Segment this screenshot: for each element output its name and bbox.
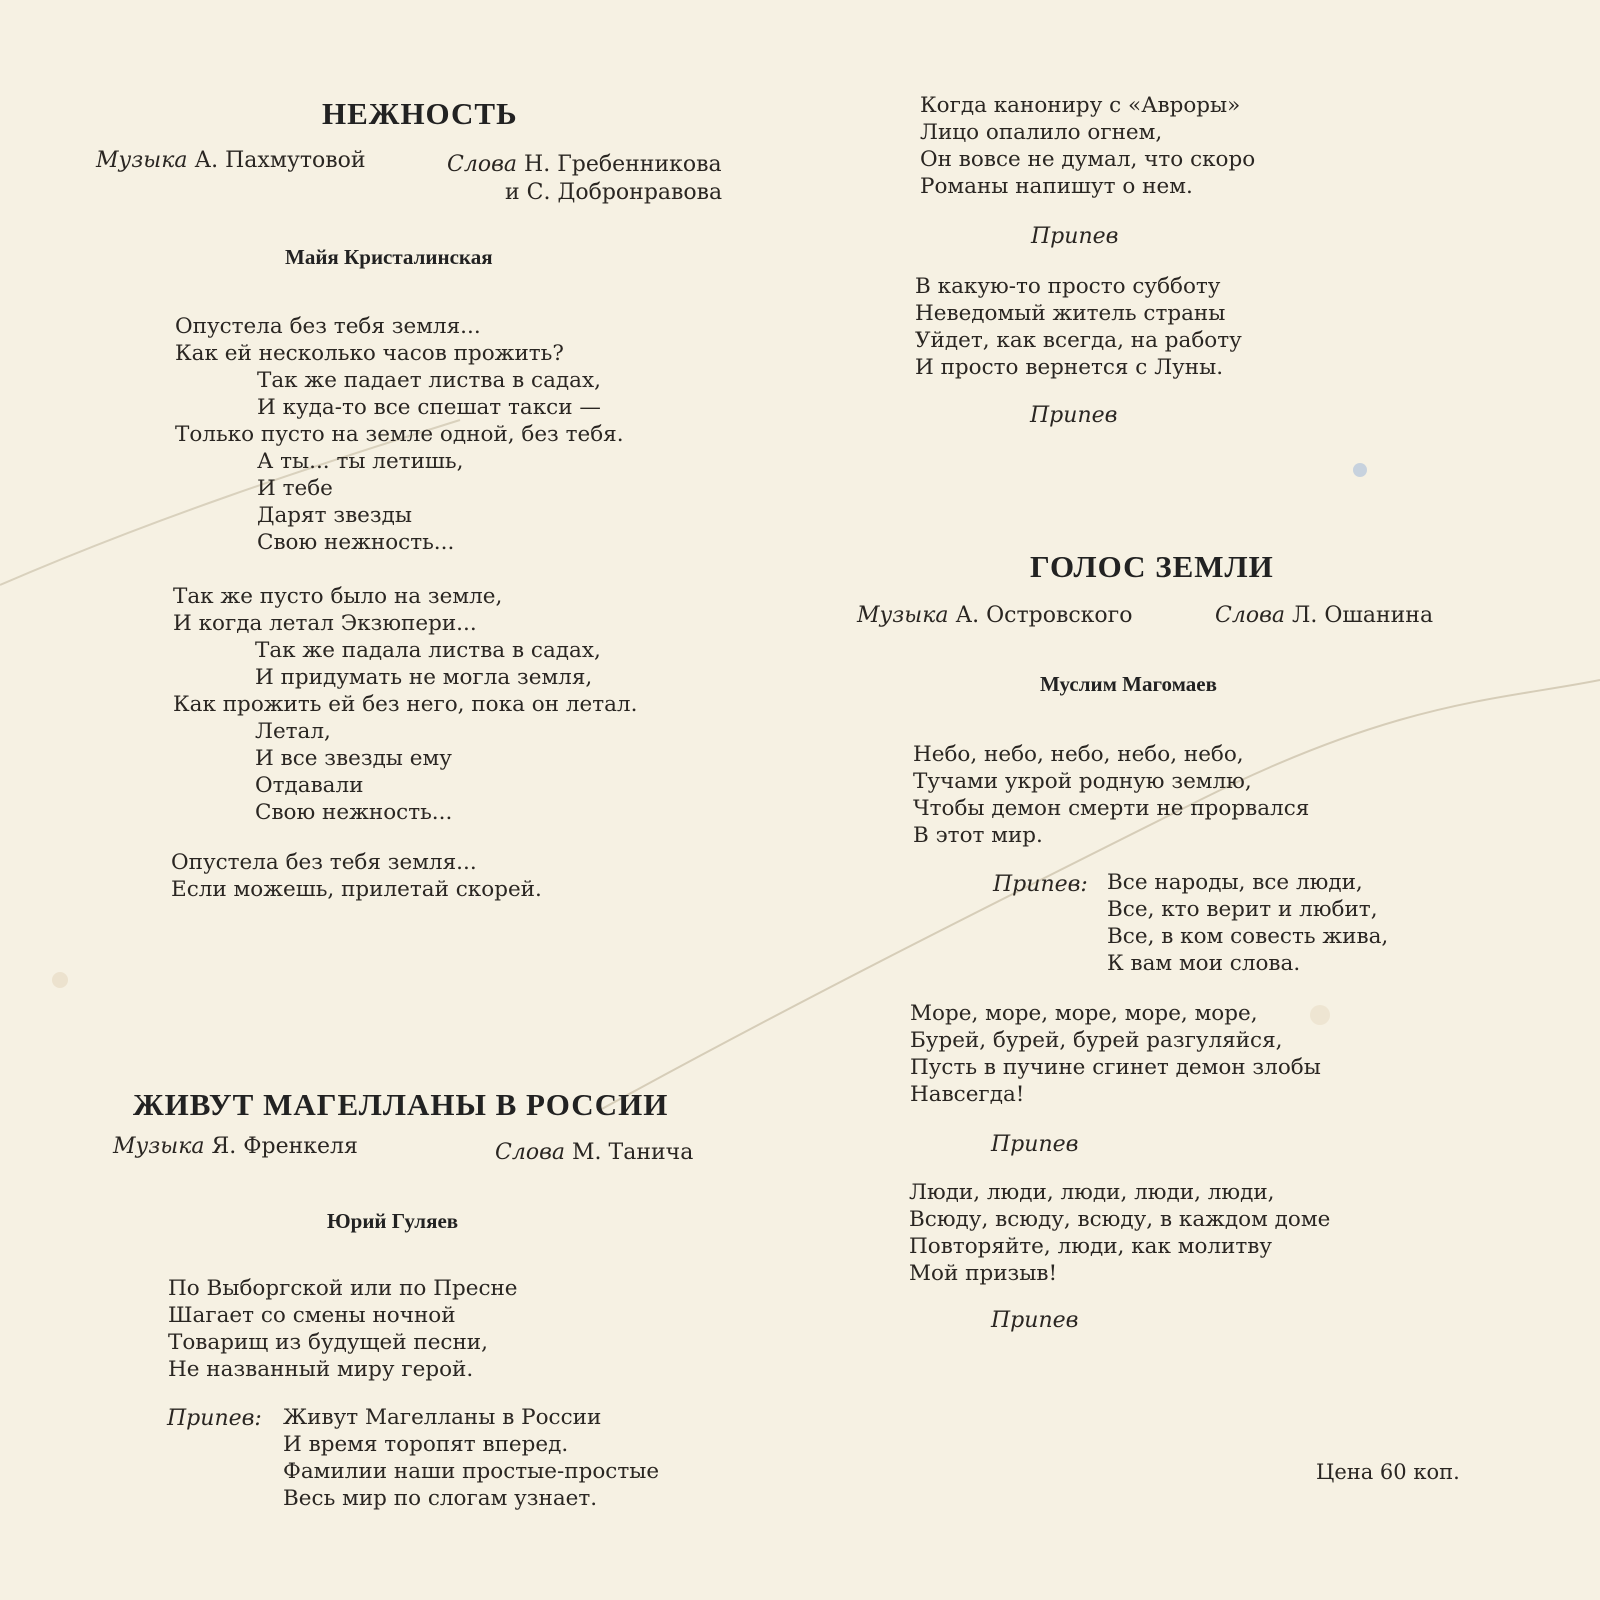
words-author: Н. Гребенникова [524, 152, 722, 177]
lyric-line: Чтобы демон смерти не прорвался [913, 796, 1310, 821]
song1-singer: Майя Кристалинская [285, 245, 493, 269]
song3-stanza2 [910, 1000, 1321, 1108]
lyric-line: В какую-то просто субботу [915, 274, 1221, 299]
lyric-line: Свою нежность... [257, 530, 455, 555]
song3-music-credit [857, 603, 1132, 628]
lyric-line: Мой призыв! [909, 1261, 1058, 1286]
song3-stanza1 [913, 741, 1309, 849]
lyric-line: Все народы, все люди, [1107, 870, 1363, 895]
song2-title: ЖИВУТ МАГЕЛЛАНЫ В РОССИИ [133, 1087, 669, 1122]
song3-refrain-mark-1: Припев [991, 1132, 1079, 1157]
lyric-line: Люди, люди, люди, люди, люди, [909, 1180, 1275, 1205]
lyric-line: И куда-то все спешат такси — [257, 395, 601, 420]
lyric-line: Небо, небо, небо, небо, небо, [913, 742, 1244, 767]
music-label: Музыка [96, 148, 188, 173]
song2-stanza2 [920, 92, 1255, 200]
lyric-line: Так же пусто было на земле, [173, 584, 503, 609]
lyric-line: Как ей несколько часов прожить? [175, 341, 564, 366]
lyric-line: И просто вернется с Луны. [915, 355, 1224, 380]
lyric-line: К вам мои слова. [1107, 951, 1301, 976]
lyric-line: Опустела без тебя земля... [175, 314, 481, 339]
lyric-line: Как прожить ей без него, пока он летал. [173, 692, 638, 717]
song1-stanza1 [175, 313, 624, 556]
lyric-line: Романы напишут о нем. [920, 174, 1193, 199]
song2-stanza1 [168, 1275, 518, 1383]
song2-refrain-mark-1: Припев [1031, 224, 1119, 249]
lyric-line: И придумать не могла земля, [255, 665, 593, 690]
lyric-line: Все, кто верит и любит, [1107, 897, 1378, 922]
lyric-line: Свою нежность... [255, 800, 453, 825]
words-author: М. Танича [572, 1140, 694, 1165]
music-label: Музыка [857, 603, 949, 628]
song1-title: НЕЖНОСТЬ [322, 96, 518, 131]
lyric-line: Не названный миру герой. [168, 1357, 474, 1382]
lyric-line: Лицо опалило огнем, [920, 120, 1163, 145]
lyric-line: Так же падала листва в садах, [255, 638, 601, 663]
lyric-line: Всюду, всюду, всюду, в каждом доме [909, 1207, 1331, 1232]
lyric-line: Пусть в пучине сгинет демон злобы [910, 1055, 1321, 1080]
song3-singer: Муслим Магомаев [1040, 672, 1217, 696]
song2-refrain [283, 1404, 659, 1512]
lyric-line: И тебе [257, 476, 333, 501]
lyric-line: По Выборгской или по Пресне [168, 1276, 518, 1301]
lyric-line: Отдавали [255, 773, 364, 798]
music-author: Я. Френкеля [211, 1134, 358, 1159]
music-author: А. Островского [955, 603, 1133, 628]
lyric-line: Навсегда! [910, 1082, 1025, 1107]
lyric-line: Все, в ком совесть жива, [1107, 924, 1389, 949]
lyric-line: Шагает со смены ночной [168, 1303, 456, 1328]
song2-refrain-label: Припев: [167, 1406, 262, 1431]
words-label: Слова [495, 1140, 566, 1165]
lyric-line: А ты... ты летишь, [257, 449, 464, 474]
song2-refrain-mark-2: Припев [1030, 403, 1118, 428]
song3-refrain [1107, 869, 1388, 977]
lyric-line: И когда летал Экзюпери... [173, 611, 477, 636]
song3-refrain-mark-2: Припев [991, 1308, 1079, 1333]
song3-refrain-label: Припев: [993, 872, 1088, 897]
lyric-line: Он вовсе не думал, что скоро [920, 147, 1256, 172]
words-label: Слова [1215, 603, 1286, 628]
lyric-line: Так же падает листва в садах, [257, 368, 601, 393]
music-author: А. Пахмутовой [194, 148, 366, 173]
song2-stanza3 [915, 273, 1242, 381]
song1-stanza2 [173, 583, 637, 826]
song2-music-credit [113, 1134, 358, 1159]
lyric-line: Когда канониру с «Авроры» [920, 93, 1241, 118]
song3-words-credit [1215, 603, 1433, 628]
lyric-line: Весь мир по слогам узнает. [283, 1486, 598, 1511]
song1-words-credit-2: и С. Добронравова [505, 180, 723, 205]
lyric-line: Дарят звезды [257, 503, 412, 528]
lyric-line: Летал, [255, 719, 331, 744]
lyric-line: Бурей, бурей, бурей разгуляйся, [910, 1028, 1283, 1053]
lyric-line: В этот мир. [913, 823, 1043, 848]
song2-words-credit [495, 1140, 693, 1165]
lyric-line: И время торопят вперед. [283, 1432, 569, 1457]
lyric-line: Неведомый житель страны [915, 301, 1226, 326]
lyric-line: Фамилии наши простые-простые [283, 1459, 660, 1484]
lyric-line: Только пусто на земле одной, без тебя. [175, 422, 624, 447]
lyric-line: Если можешь, прилетай скорей. [171, 877, 542, 902]
song2-singer: Юрий Гуляев [327, 1209, 459, 1233]
lyric-line: Опустела без тебя земля... [171, 850, 477, 875]
lyric-line: Повторяйте, люди, как молитву [909, 1234, 1273, 1259]
price-label: Цена 60 коп. [1316, 1460, 1460, 1484]
music-label: Музыка [113, 1134, 205, 1159]
lyric-line: Море, море, море, море, море, [910, 1001, 1258, 1026]
lyric-line: И все звезды ему [255, 746, 452, 771]
song1-words-credit [447, 152, 722, 177]
words-label: Слова [447, 152, 518, 177]
lyric-line: Уйдет, как всегда, на работу [915, 328, 1242, 353]
lyric-line: Тучами укрой родную землю, [913, 769, 1252, 794]
song1-stanza3 [171, 849, 542, 903]
song1-music-credit [96, 148, 366, 173]
song3-title: ГОЛОС ЗЕМЛИ [1030, 549, 1274, 584]
song3-stanza3 [909, 1179, 1330, 1287]
lyric-line: Товарищ из будущей песни, [168, 1330, 488, 1355]
words-author: Л. Ошанина [1292, 603, 1434, 628]
lyric-line: Живут Магелланы в России [283, 1405, 602, 1430]
